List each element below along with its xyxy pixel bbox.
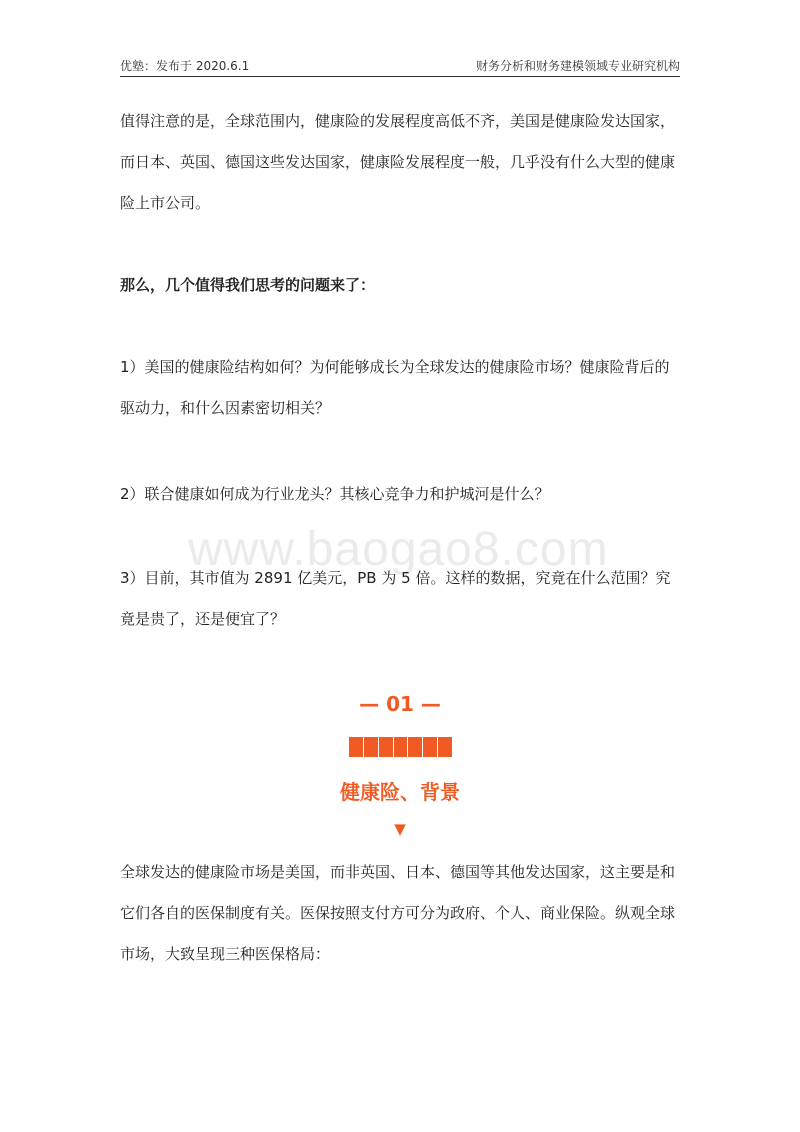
paragraph-intro: 值得注意的是，全球范围内，健康险的发展程度高低不齐，美国是健康险发达国家，而日本、英国、德国这些发达国家，健康险发展程度一般，几乎没有什么大型的健康险上市公司。 — [120, 112, 676, 212]
header-tagline: 财务分析和财务建模领域专业研究机构 — [475, 59, 680, 73]
section-title: 健康险、背景 — [340, 780, 460, 804]
paragraph-questions-heading: 那么，几个值得我们思考的问题来了： — [120, 276, 376, 294]
page-header — [120, 52, 680, 77]
paragraph-background: 全球发达的健康险市场是美国，而非英国、日本、德国等其他发达国家，这主要是和它们各自的医保制度有关。医保按照支付方可分为政府、个人、商业保险。纵观全球市场，大致呈现三种医保格局： — [120, 863, 676, 963]
paragraph-question-1: 1）美国的健康险结构如何？为何能够成长为全球发达的健康险市场？健康险背后的驱动力，和什么因素密切相关？ — [120, 358, 670, 417]
header-publisher: 优塾：发布于 2020.6.1 — [120, 59, 250, 73]
paragraph-question-3: 3）目前，其市值为 2891 亿美元，PB 为 5 倍。这样的数据，究竟在什么范围？究竟是贵了，还是便宜了？ — [120, 569, 671, 628]
paragraph-question-2: 2）联合健康如何成为行业龙头？其核心竞争力和护城河是什么？ — [120, 485, 550, 503]
down-arrow-icon: ▼ — [394, 820, 406, 838]
section-bar-decoration — [349, 737, 452, 757]
section-number: — 01 — — [359, 692, 441, 716]
watermark: www.baogao8.com — [188, 523, 609, 576]
